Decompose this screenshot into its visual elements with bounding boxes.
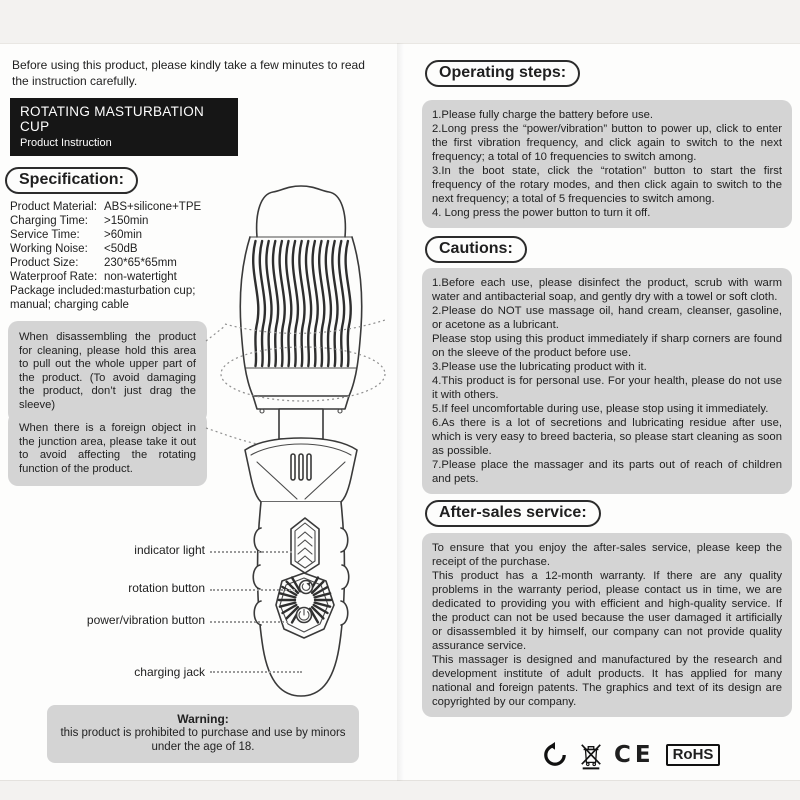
caution-item: 4.This product is for personal use. For your health, please do not use it with others. (432, 375, 782, 401)
caution-item: 7.Please place the massager and its parts out of reach of children and pets. (432, 459, 782, 485)
after-sales-box (422, 533, 792, 717)
label-rotation-button: rotation button (128, 581, 205, 595)
operating-steps-box (422, 100, 792, 228)
cautions-heading: Cautions: (425, 236, 527, 263)
after-sales-paragraph: This massager is designed and manufactured by the research and development institute of adult products. It has applied for many national and foreign patents. The graphics and text of its design are copyrighted by our company. (432, 654, 782, 708)
after-sales-heading: After-sales service: (425, 500, 601, 527)
caution-item: 1.Before each use, please disinfect the product, scrub with warm water and antibacterial soap, and gently dry with a towel or soft cloth. (432, 277, 782, 303)
operating-step: 1.Please fully charge the battery before use. (432, 109, 654, 121)
leader-indicator-light (210, 551, 296, 553)
after-sales-paragraph: This product has a 12-month warranty. If there are any quality problems in the warranty period, please contact us in time, we are dedicated to providing you with efficient and high-quality service. If the product can not be used because the user damaged it artificially or disassembled it by himself, our company can not provide quality assurance service. (432, 570, 782, 652)
spec-row: Waterproof Rate: non-watertight (10, 271, 177, 283)
cautions-box (422, 268, 792, 494)
warning-text: this product is prohibited to purchase and use by minors under the age of 18. (60, 727, 346, 753)
caution-item: 6.As there is a lot of secretions and lubricating residue after use, which is very easy to breed bacteria, so please start cleaning as soon as possible. (432, 417, 782, 457)
label-indicator-light: indicator light (134, 543, 205, 557)
spec-row: Service Time: >60min (10, 229, 143, 241)
warning-box (47, 705, 359, 763)
label-power-vibration-button: power/vibration button (86, 613, 205, 627)
label-charging-jack: charging jack (134, 665, 205, 679)
weee-crossed-bin-icon (579, 739, 603, 771)
caution-item: 2.Please do NOT use massage oil, hand cream, cleanser, gasoline, or acetone as a lubricant. (432, 305, 782, 331)
spec-row: Product Size: 230*65*65mm (10, 257, 177, 269)
spec-row-continuation: manual; charging cable (10, 299, 129, 311)
product-title: ROTATING MASTURBATION CUP (20, 104, 205, 134)
caution-item: Please stop using this product immediately if sharp corners are found on the sleeve of the product before use. (432, 333, 782, 359)
warning-title: Warning: (177, 712, 229, 726)
leader-rotation-button (210, 589, 295, 591)
spec-row: Working Noise: <50dB (10, 243, 138, 255)
title-banner (10, 98, 238, 156)
rohs-badge: RoHS (666, 744, 721, 766)
caution-item: 3.Please use the lubricating product with it. (432, 361, 647, 373)
recycle-icon (542, 742, 568, 768)
intro-text: Before using this product, please kindly take a few minutes to read the instruction carefully. (12, 58, 365, 88)
spec-row: Package included:masturbation cup; (10, 285, 196, 297)
ce-mark: CE (614, 742, 655, 768)
certification-marks (542, 737, 720, 773)
rotation-button-icon (300, 581, 313, 594)
leader-power-button (210, 621, 288, 623)
leader-charging-jack (210, 671, 302, 673)
note-foreign-object: When there is a foreign object in the junction area, please take it out to avoid affecting the rotating function of the product. (8, 412, 207, 486)
after-sales-paragraph: To ensure that you enjoy the after-sales service, please keep the receipt of the purchase. (432, 542, 782, 568)
specification-heading: Specification: (5, 167, 138, 194)
operating-step: 2.Long press the “power/vibration” button to power up, click to enter the first vibration frequency, and click again to switch to the next frequency; a total of 10 frequencies to switch among. (432, 123, 782, 163)
operating-steps-heading: Operating steps: (425, 60, 580, 87)
note1-leader-line (206, 326, 225, 341)
spec-row: Product Material: ABS+silicone+TPE (10, 201, 202, 213)
operating-step: 3.In the boot state, click the “rotation” button to start the first frequency of the rotary modes, and then click again to switch to the next frequency; a total of 5 frequencies to switch among. (432, 165, 782, 205)
operating-step: 4. Long press the power button to turn it off. (432, 207, 651, 219)
caution-item: 5.If feel uncomfortable during use, please stop using it immediately. (432, 403, 769, 415)
product-subtitle: Product Instruction (20, 137, 112, 149)
spec-row: Charging Time: >150min (10, 215, 149, 227)
note-disassembly: When disassembling the product for cleaning, please hold this area to pull out the whole upper part of the product. (To avoid damaging the product, don’t just drag the sleeve) (8, 321, 207, 423)
product-illustration (205, 178, 405, 703)
